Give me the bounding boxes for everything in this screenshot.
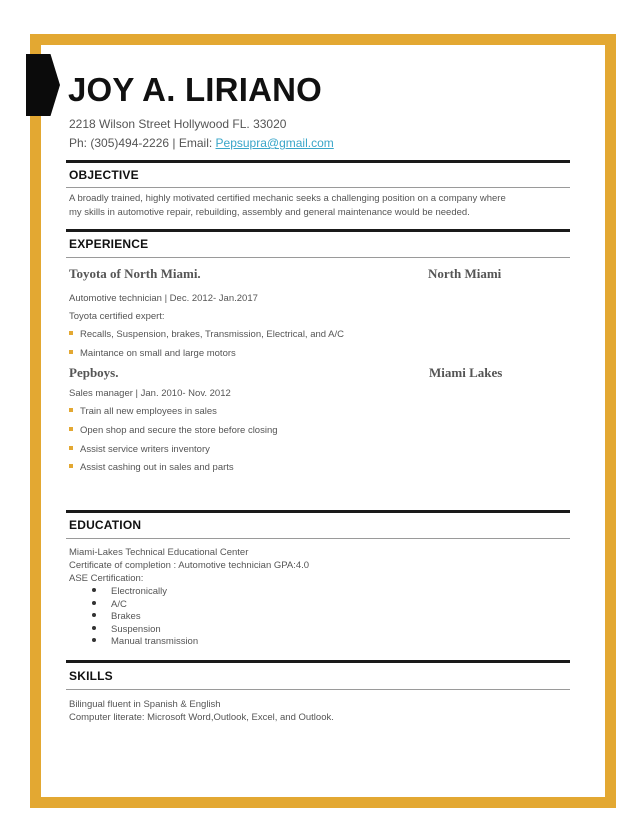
section-underline [66,187,570,188]
job-role: Automotive technician | Dec. 2012- Jan.2017 [69,293,258,304]
objective-heading: OBJECTIVE [69,168,139,182]
bullet-dot-icon [92,626,96,630]
skills-line: Bilingual fluent in Spanish & English [69,699,221,710]
phone-text: Ph: (305)494-2226 | Email: [69,136,216,150]
education-line: Miami-Lakes Technical Educational Center [69,547,249,558]
job-role: Sales manager | Jan. 2010- Nov. 2012 [69,388,231,399]
list-item: Train all new employees in sales [69,405,217,418]
section-underline [66,257,570,258]
job-company: Toyota of North Miami. [69,266,201,281]
skills-heading: SKILLS [69,669,113,683]
bullet-square-icon [69,331,73,335]
job-location: Miami Lakes [429,365,503,380]
list-item: Manual transmission [92,636,198,648]
job-note: Toyota certified expert: [69,311,165,322]
education-line: Certificate of completion : Automotive technician GPA:4.0 [69,560,310,571]
section-divider [66,510,570,513]
bullet-square-icon [69,350,73,354]
objective-text-line-1: A broadly trained, highly motivated certified mechanic seeks a challenging position on a company where [69,193,506,204]
objective-text-line-2: my skills in automotive repair, rebuilding, assembly and general maintenance would be needed. [69,207,470,218]
list-item: A/C [92,599,127,611]
list-item: Open shop and secure the store before closing [69,424,278,437]
contact-line [69,135,334,151]
section-divider [66,660,570,663]
education-heading: EDUCATION [69,518,142,532]
list-item: Brakes [92,611,141,623]
job-location: North Miami [428,266,502,281]
list-item: Assist service writers inventory [69,443,210,456]
bullet-dot-icon [92,601,96,605]
list-item: Maintance on small and large motors [69,347,236,360]
skills-line: Computer literate: Microsoft Word,Outlook, Excel, and Outlook. [69,712,334,723]
section-divider [66,160,570,163]
email-link[interactable]: Pepsupra@gmail.com [215,136,334,150]
list-item: Assist cashing out in sales and parts [69,461,234,474]
bullet-dot-icon [92,588,96,592]
bullet-square-icon [69,464,73,468]
experience-heading: EXPERIENCE [69,237,149,251]
list-item: Suspension [92,624,161,636]
bullet-dot-icon [92,613,96,617]
section-underline [66,538,570,539]
candidate-name: JOY A. LIRIANO [68,71,323,108]
list-item: Recalls, Suspension, brakes, Transmission, Electrical, and A/C [69,328,344,341]
bullet-square-icon [69,446,73,450]
section-divider [66,229,570,232]
bullet-square-icon [69,427,73,431]
section-underline [66,689,570,690]
bullet-dot-icon [92,638,96,642]
address-line: 2218 Wilson Street Hollywood FL. 33020 [69,117,287,131]
bullet-square-icon [69,408,73,412]
job-company: Pepboys. [69,365,119,380]
education-line: ASE Certification: [69,573,144,584]
list-item: Electronically [92,586,167,598]
